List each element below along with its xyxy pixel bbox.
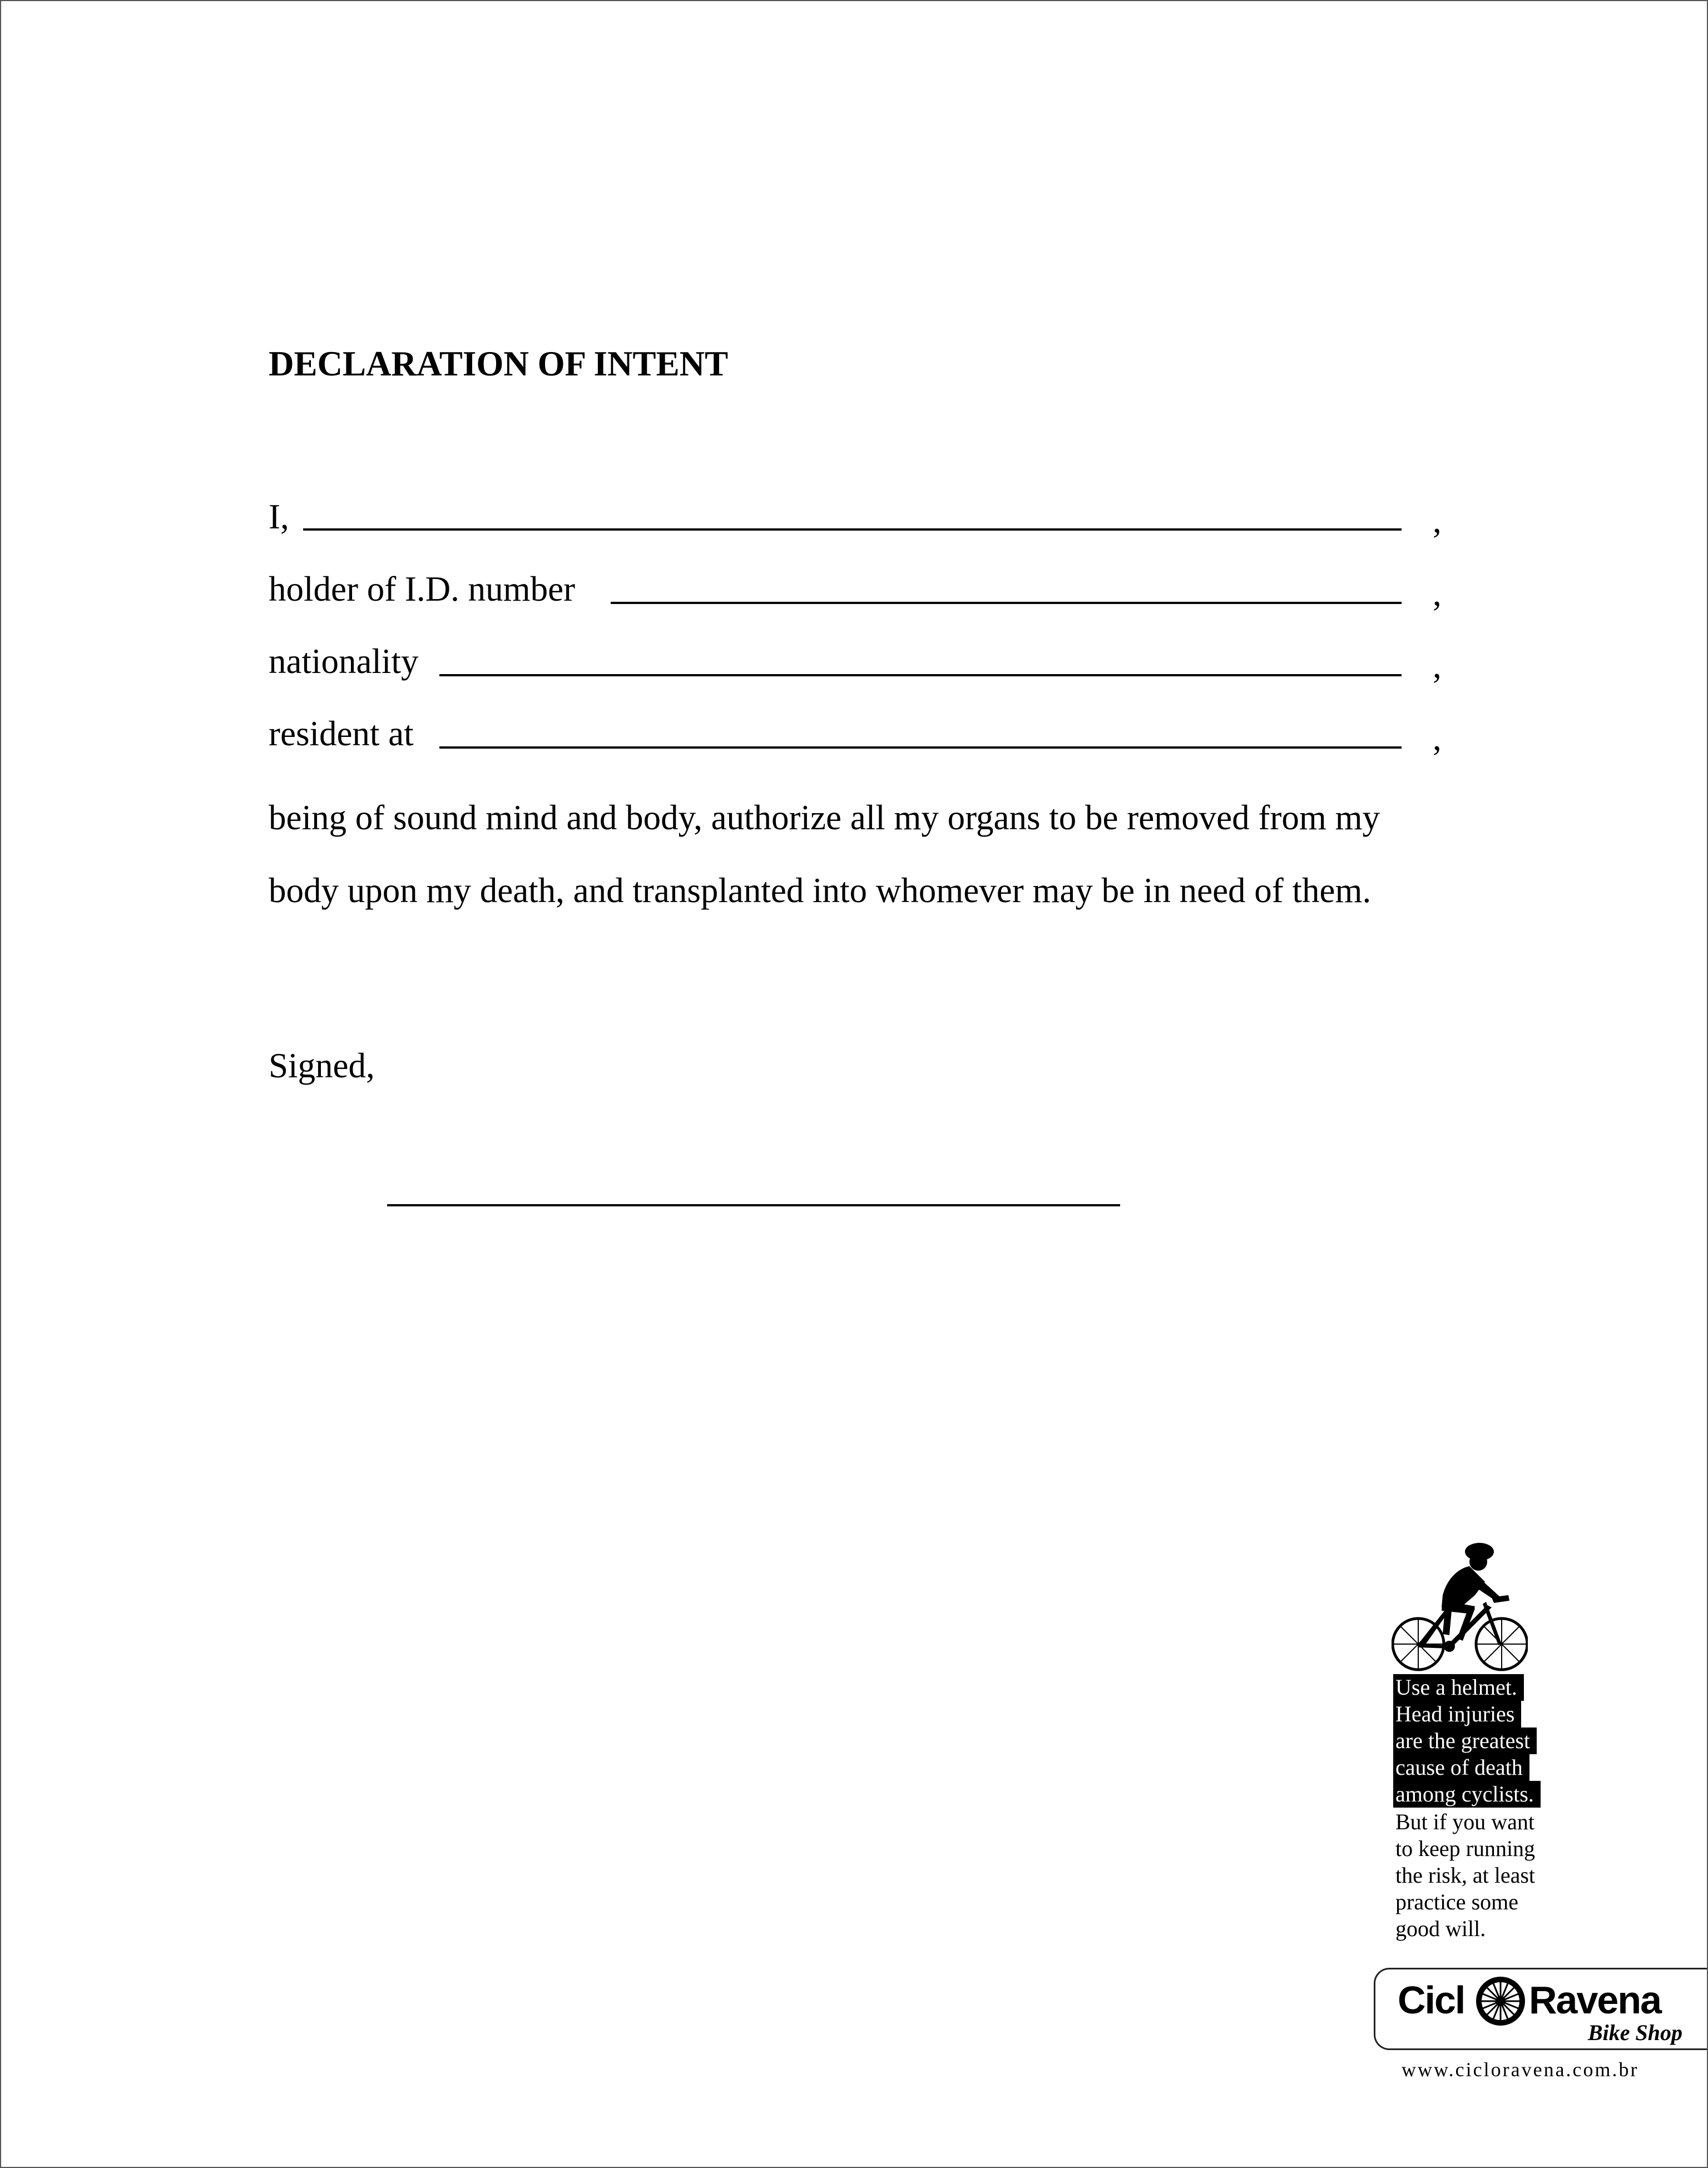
logo-word-right: Ravena — [1529, 1978, 1661, 2022]
logo-word-left: Cicl — [1398, 1978, 1465, 2022]
name-blank-line[interactable] — [303, 528, 1402, 531]
authorization-line-2: body upon my death, and transplanted into whomever may be in need of them. — [269, 871, 1372, 910]
name-comma: , — [1433, 501, 1442, 540]
warning-line: among cyclists. — [1393, 1781, 1541, 1808]
signature-line[interactable] — [387, 1204, 1120, 1206]
residence-comma: , — [1433, 719, 1442, 758]
bike-wheel-icon — [1474, 1975, 1527, 2027]
warning-line: are the greatest — [1393, 1728, 1537, 1754]
goodwill-message — [1395, 1809, 1535, 1942]
name-label: I, — [269, 497, 289, 536]
message-line: to keep running — [1395, 1836, 1536, 1861]
warning-line: Head injuries — [1393, 1701, 1521, 1728]
nationality-blank-line[interactable] — [439, 674, 1402, 676]
warning-line: Use a helmet. — [1393, 1674, 1524, 1701]
message-line: But if you want — [1395, 1809, 1534, 1834]
authorization-paragraph — [269, 781, 1459, 927]
logo-tagline: Bike Shop — [1587, 2020, 1682, 2045]
id-number-label: holder of I.D. number — [269, 570, 576, 608]
message-line: practice some — [1395, 1889, 1518, 1914]
residence-blank-line[interactable] — [439, 746, 1402, 749]
nationality-label: nationality — [269, 642, 419, 681]
cyclist-icon — [1392, 1540, 1528, 1673]
id-number-comma: , — [1433, 574, 1442, 613]
residence-label: resident at — [269, 714, 414, 753]
message-line: the risk, at least — [1395, 1863, 1536, 1888]
id-number-blank-line[interactable] — [611, 602, 1402, 604]
helmet-warning-block — [1393, 1674, 1541, 1808]
authorization-line-1: being of sound mind and body, authorize all my organs to be removed from my — [269, 798, 1380, 837]
nationality-comma: , — [1433, 646, 1442, 685]
cicloravena-logo — [1374, 1968, 1707, 2050]
website-url[interactable]: www.cicloravena.com.br — [1402, 2058, 1639, 2081]
warning-line: cause of death — [1393, 1754, 1529, 1781]
message-line: good will. — [1395, 1916, 1486, 1941]
document-title: DECLARATION OF INTENT — [269, 344, 729, 383]
signed-label: Signed, — [269, 1046, 375, 1085]
